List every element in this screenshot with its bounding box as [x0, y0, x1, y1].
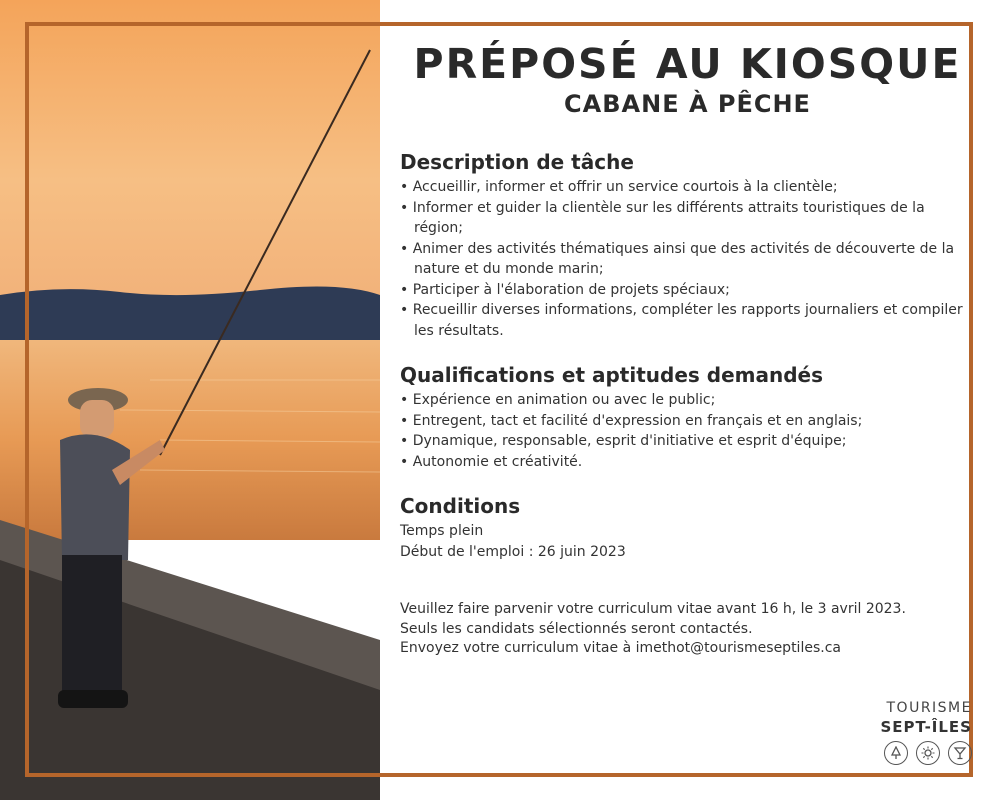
- condition-line: Temps plein: [400, 523, 484, 539]
- logo-line-2: SEPT-ÎLES: [880, 718, 972, 736]
- description-list: [400, 177, 975, 341]
- page-title: PRÉPOSÉ AU KIOSQUE: [413, 40, 962, 88]
- instruction-line: Seuls les candidats sélectionnés seront contactés.: [400, 620, 753, 637]
- conditions-section: [400, 494, 975, 562]
- page-subtitle: CABANE À PÊCHE: [564, 90, 811, 118]
- tourisme-sept-iles-logo: [862, 700, 972, 765]
- application-instructions: [400, 600, 960, 659]
- instruction-line: Veuillez faire parvenir votre curriculum vitae avant 16 h, le 3 avril 2023.: [400, 601, 906, 617]
- description-heading: Description de tâche: [400, 150, 634, 174]
- list-item: • Informer et guider la clientèle sur les différents attraits touristiques de la région;: [400, 198, 975, 239]
- contact-email-line[interactable]: Envoyez votre curriculum vitae à imethot@tourismeseptiles.ca: [400, 640, 841, 656]
- list-item: • Participer à l'élaboration de projets spéciaux;: [400, 280, 975, 301]
- list-item: • Entregent, tact et facilité d'expression en français et en anglais;: [400, 411, 975, 432]
- qualifications-heading: Qualifications et aptitudes demandés: [400, 363, 823, 387]
- list-item: • Autonomie et créativité.: [400, 452, 975, 473]
- list-item: • Recueillir diverses informations, compléter les rapports journaliers et compiler les résultats.: [400, 300, 975, 341]
- list-item: • Animer des activités thématiques ainsi que des activités de découverte de la nature et du monde marin;: [400, 239, 975, 280]
- list-item: • Dynamique, responsable, esprit d'initiative et esprit d'équipe;: [400, 431, 975, 452]
- logo-line-1: TOURISME: [886, 700, 972, 716]
- sky: [0, 0, 380, 300]
- hills: [0, 286, 380, 345]
- job-posting: [400, 40, 975, 562]
- conditions-heading: Conditions: [400, 494, 521, 518]
- sunset-fishing-illustration: [0, 0, 380, 800]
- list-item: • Expérience en animation ou avec le public;: [400, 390, 975, 411]
- description-section: [400, 150, 975, 341]
- list-item: • Accueillir, informer et offrir un service courtois à la clientèle;: [400, 177, 975, 198]
- cocktail-icon: [948, 741, 972, 765]
- tree-icon: [884, 741, 908, 765]
- qualifications-section: [400, 363, 975, 472]
- condition-line: Début de l'emploi : 26 juin 2023: [400, 543, 626, 560]
- fishing-photo: [0, 0, 380, 800]
- sun-icon: [916, 741, 940, 765]
- qualifications-list: [400, 390, 975, 472]
- logo-icons: [862, 741, 972, 765]
